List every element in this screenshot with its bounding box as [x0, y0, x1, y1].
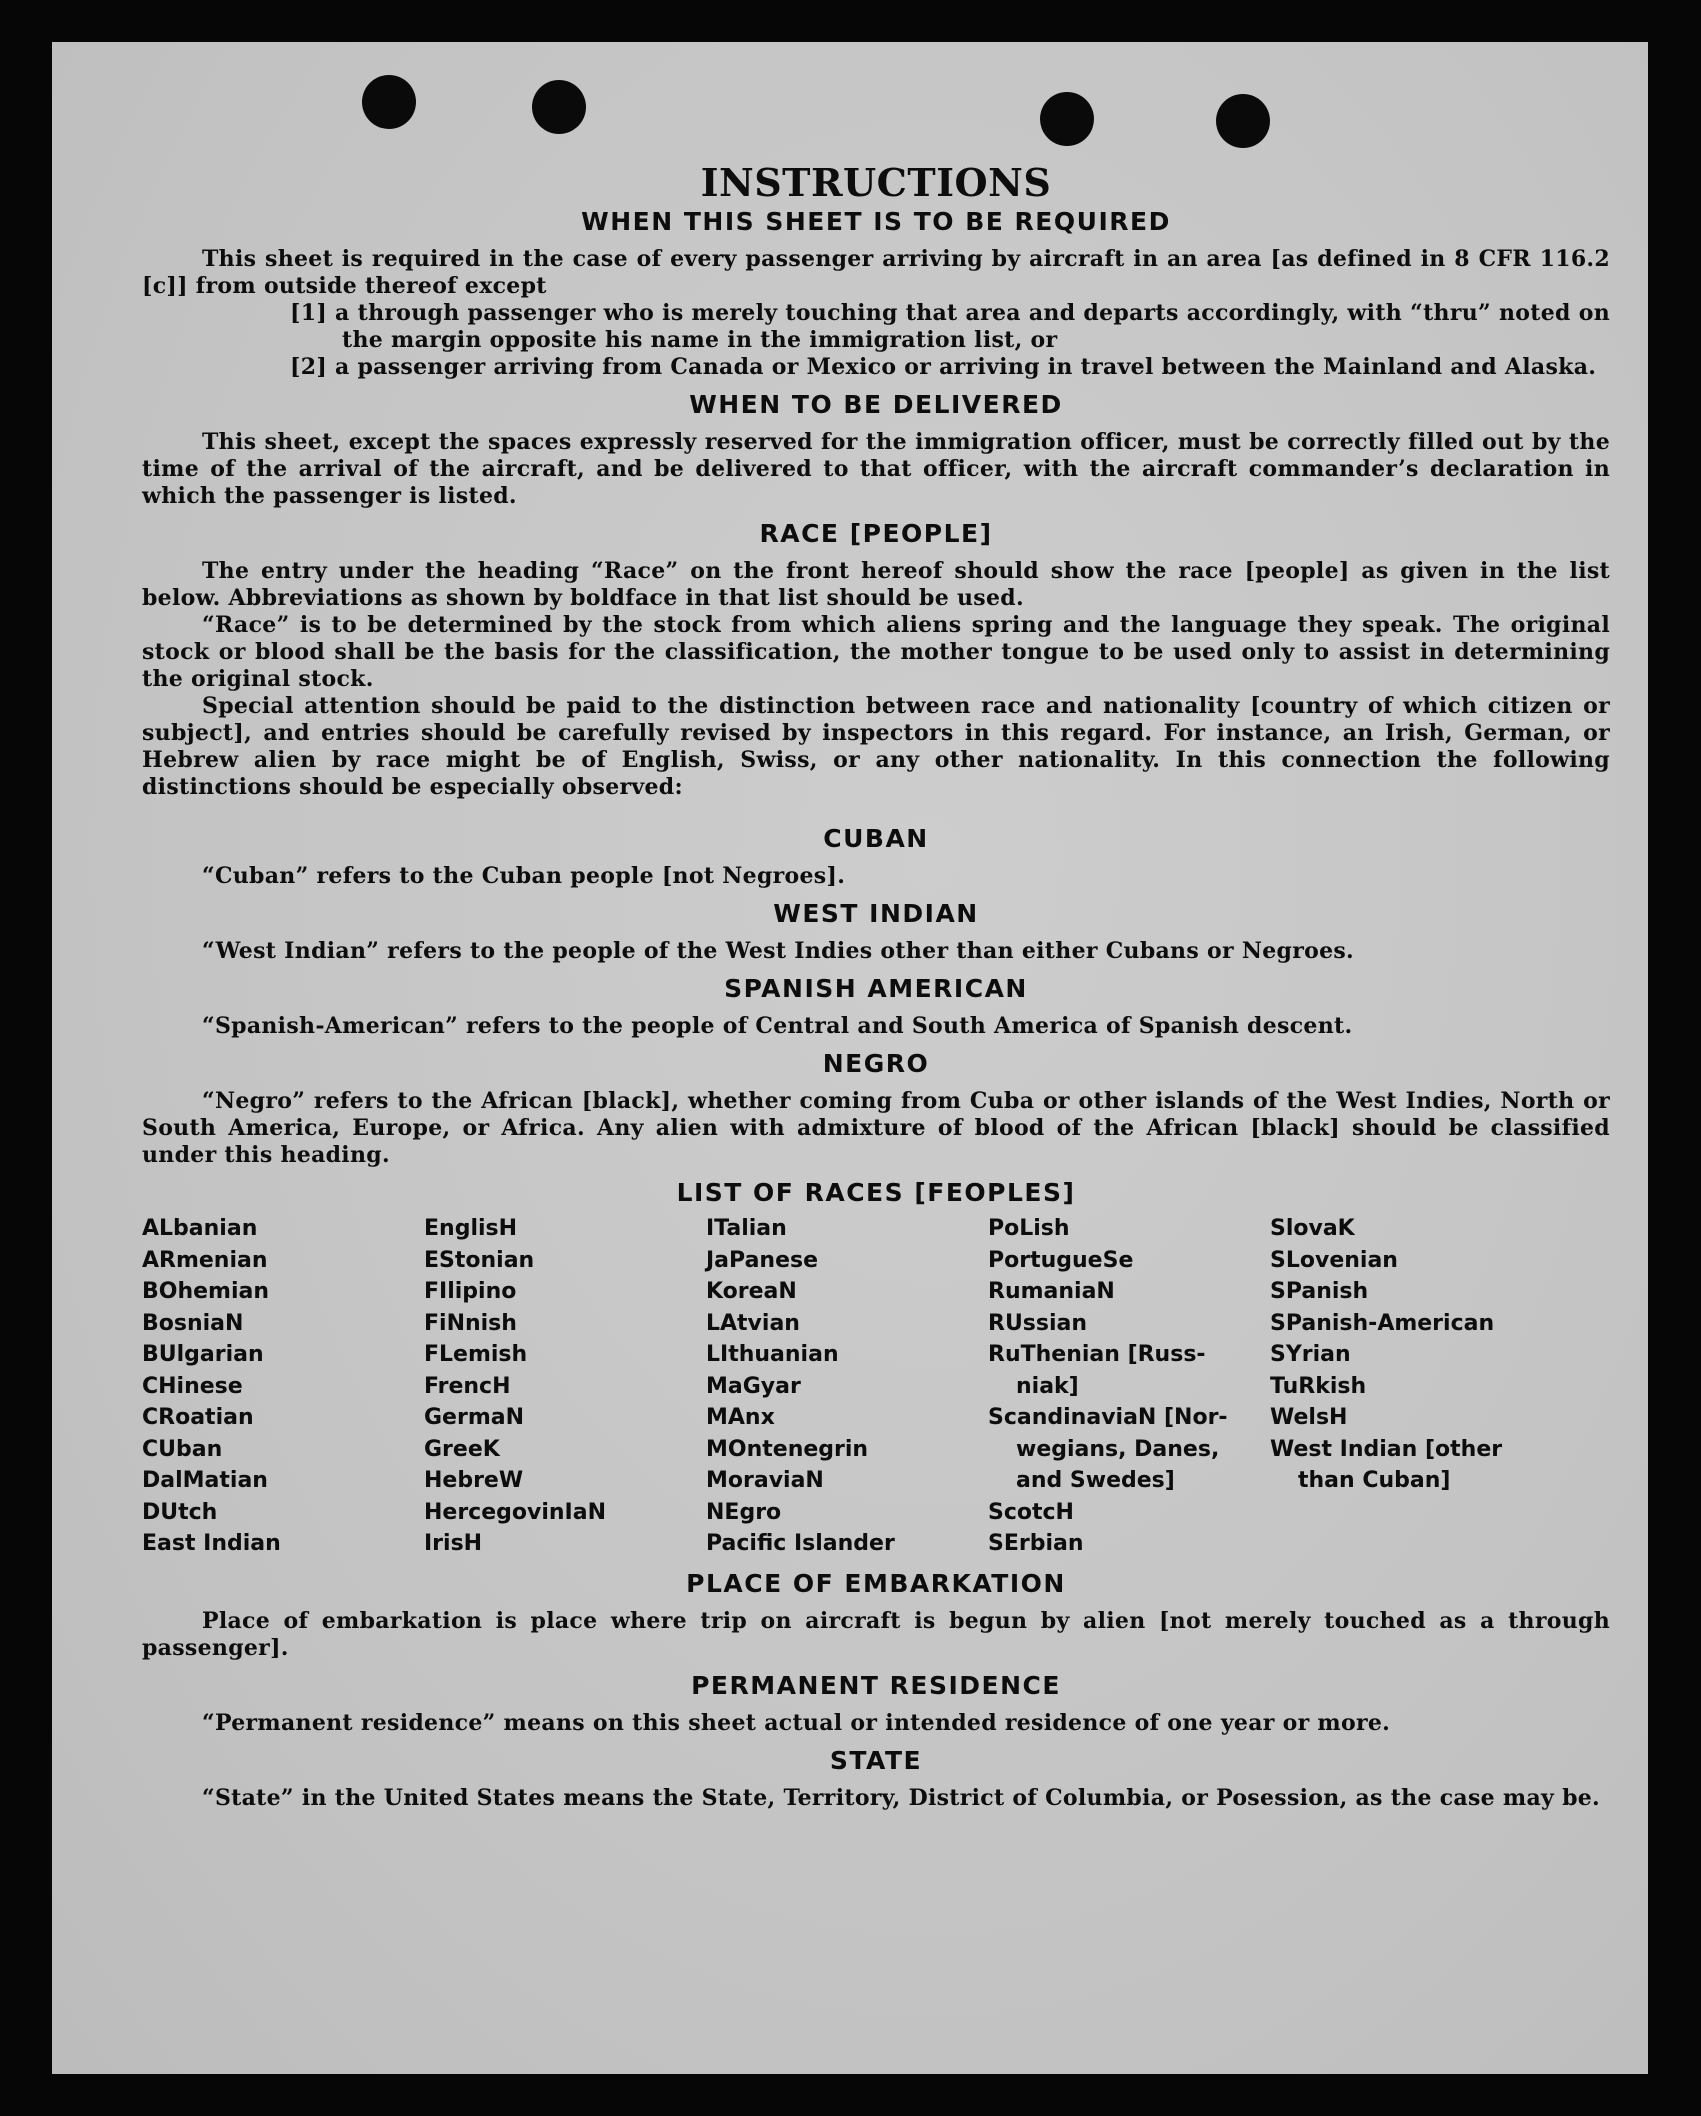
cuban-text: “Cuban” refers to the Cuban people [not Negroes].: [202, 863, 846, 889]
race-item: ALbanian: [142, 1216, 258, 1241]
race-item: LIthuanian: [706, 1342, 839, 1367]
race-item: PortugueSe: [988, 1247, 1134, 1273]
race-item: ScandinaviaN [Nor-: [988, 1405, 1228, 1430]
heading-when-delivered: WHEN TO BE DELIVERED: [689, 390, 1063, 419]
race-item: HebreW: [424, 1468, 524, 1493]
race-item: RUssian: [988, 1310, 1088, 1336]
race-item: MoraviaN: [706, 1468, 824, 1493]
race-item: GreeK: [424, 1436, 500, 1462]
race-item: MOntenegrin: [706, 1436, 869, 1462]
race-item-continued: than Cuban]: [1298, 1468, 1451, 1493]
race-item: FLemish: [424, 1342, 528, 1367]
race-item: RumaniaN: [988, 1279, 1115, 1304]
race-item-continued: niak]: [1016, 1373, 1079, 1399]
punch-hole-3: [1040, 92, 1094, 146]
heading-place-of-embarkation: PLACE OF EMBARKATION: [686, 1568, 1066, 1598]
race-item: IrisH: [424, 1531, 483, 1556]
race-item: FrencH: [424, 1373, 511, 1399]
punch-hole-1: [362, 75, 416, 129]
race-item: BOhemian: [142, 1279, 270, 1304]
race-item: FIlipino: [424, 1279, 517, 1304]
race-item: EStonian: [424, 1247, 535, 1273]
exception-item-1: [1] a through passenger who is merely touching that area and departs accordingly, with “thru” noted on the margin opposite his name in the immigration list, or: [290, 300, 1610, 353]
race-item: West Indian [other: [1270, 1436, 1503, 1462]
heading-permanent-residence: PERMANENT RESIDENCE: [691, 1670, 1061, 1700]
race-item-continued: wegians, Danes,: [1016, 1436, 1220, 1462]
race-item: ITalian: [706, 1216, 787, 1241]
race-paragraph-3: Special attention should be paid to the distinction between race and nationality [country of which citizen or subject], and entries should be carefully revised by inspectors in this regard. For instance, an Irish, German, or Hebrew alien by race might be of English, Swiss, or any other nationality. In this connection the following distinctions should be especially observed:: [142, 693, 1610, 800]
race-item: Pacific Islander: [706, 1531, 895, 1556]
race-column-5: [1270, 1213, 1552, 1560]
race-item: MAnx: [706, 1405, 775, 1430]
race-item: SLovenian: [1270, 1247, 1398, 1273]
race-item: BUlgarian: [142, 1342, 264, 1367]
required-intro: This sheet is required in the case of every passenger arriving by aircraft in an area [as defined in 8 CFR 116.2 [c]] from outside thereof except: [142, 246, 1610, 299]
race-item: GermaN: [424, 1405, 525, 1430]
race-item: East Indian: [142, 1531, 281, 1556]
race-item: SlovaK: [1270, 1216, 1355, 1241]
race-item: TuRkish: [1270, 1373, 1367, 1399]
race-item: NEgro: [706, 1499, 782, 1525]
heading-west-indian: WEST INDIAN: [773, 899, 979, 928]
heading-cuban: CUBAN: [823, 824, 929, 853]
race-item: CRoatian: [142, 1405, 254, 1430]
delivered-text: This sheet, except the spaces expressly reserved for the immigration officer, must be correctly filled out by the time of the arrival of the aircraft, and be delivered to that officer, with the aircraft commander’s declaration in which the passenger is listed.: [142, 429, 1610, 509]
residence-text: “Permanent residence” means on this sheet actual or intended residence of one year or more.: [202, 1709, 1391, 1736]
race-column-4: [988, 1213, 1270, 1560]
race-column-2: [424, 1213, 706, 1560]
race-item: JaPanese: [706, 1247, 819, 1273]
race-item: SYrian: [1270, 1342, 1351, 1367]
race-item: SPanish-American: [1270, 1310, 1495, 1336]
negro-text: “Negro” refers to the African [black], whether coming from Cuba or other islands of the West Indies, North or South America, Europe, or Africa. Any alien with admixture of blood of the African [black] should be classified under this heading.: [142, 1088, 1610, 1168]
race-item: LAtvian: [706, 1310, 800, 1336]
race-list: [142, 1213, 1610, 1560]
document-sheet: [52, 42, 1648, 2074]
race-item: FiNnish: [424, 1310, 517, 1336]
race-item: MaGyar: [706, 1373, 801, 1399]
heading-when-required: WHEN THIS SHEET IS TO BE REQUIRED: [581, 207, 1171, 236]
race-item-continued: and Swedes]: [1016, 1468, 1175, 1493]
race-column-3: [706, 1213, 988, 1560]
race-item: SPanish: [1270, 1279, 1369, 1304]
race-item: PoLish: [988, 1216, 1070, 1241]
race-item: CUban: [142, 1436, 223, 1462]
race-item: ARmenian: [142, 1247, 268, 1273]
punch-hole-2: [532, 80, 586, 134]
race-item: KoreaN: [706, 1279, 797, 1304]
race-paragraph-1: The entry under the heading “Race” on the front hereof should show the race [people] as given in the list below. Abbreviations as shown by boldface in that list should be used.: [142, 558, 1610, 611]
race-item: BosniaN: [142, 1310, 244, 1336]
spanish-american-text: “Spanish-American” refers to the people of Central and South America of Spanish descent.: [202, 1013, 1353, 1039]
heading-state: STATE: [829, 1745, 923, 1775]
race-item: DUtch: [142, 1499, 218, 1525]
heading-list-of-races: LIST OF RACES [FEOPLES]: [676, 1178, 1076, 1207]
race-item: CHinese: [142, 1373, 243, 1399]
race-item: SErbian: [988, 1531, 1084, 1556]
race-item: ScotcH: [988, 1499, 1074, 1525]
heading-race: RACE [PEOPLE]: [759, 519, 993, 548]
west-indian-text: “West Indian” refers to the people of the West Indies other than either Cubans or Negroes.: [202, 938, 1355, 964]
embarkation-text: Place of embarkation is place where trip on aircraft is begun by alien [not merely touched as a through passenger].: [142, 1607, 1610, 1661]
race-item: DalMatian: [142, 1468, 268, 1493]
race-column-1: [142, 1213, 424, 1560]
heading-spanish-american: SPANISH AMERICAN: [724, 974, 1028, 1003]
page-title: INSTRUCTIONS: [700, 160, 1052, 205]
race-paragraph-2: “Race” is to be determined by the stock from which aliens spring and the language they speak. The original stock or blood shall be the basis for the classification, the mother tongue to be used only to assist in determining the original stock.: [142, 612, 1610, 692]
punch-hole-4: [1216, 94, 1270, 148]
race-item: RuThenian [Russ-: [988, 1342, 1206, 1367]
race-item: HercegovinIaN: [424, 1499, 606, 1525]
heading-negro: NEGRO: [822, 1049, 930, 1078]
exception-item-2: [2] a passenger arriving from Canada or Mexico or arriving in travel between the Mainland and Alaska.: [290, 354, 1597, 380]
state-text: “State” in the United States means the State, Territory, District of Columbia, or Posession, as the case may be.: [202, 1784, 1601, 1811]
instructions-content: [142, 160, 1610, 1812]
race-item: WelsH: [1270, 1405, 1348, 1430]
race-item: EnglisH: [424, 1216, 518, 1241]
